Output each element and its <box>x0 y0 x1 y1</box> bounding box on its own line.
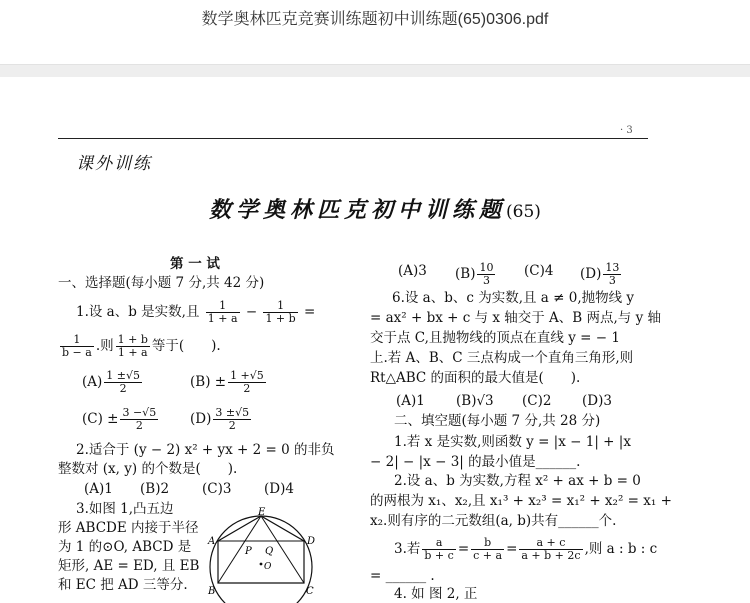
pdf-page <box>0 77 750 602</box>
figure-line-eb <box>218 516 261 583</box>
page-corner-mark: · 3 <box>620 125 633 136</box>
q1-frac3: $\frac{1}{b - a}$ <box>62 333 92 359</box>
window-title: 数学奥林匹克竞赛训练题初中训练题(65)0306.pdf <box>201 11 549 28</box>
f4-partial: 4. 如 图 2, 正 <box>394 586 478 602</box>
q2-line2: 整数对 (x, y) 的个数是( ). <box>58 461 238 477</box>
q6-option-b: (B)√3 <box>456 393 494 409</box>
header-rule <box>58 138 648 139</box>
q3-line4: 矩形, AE = ED, 且 EB <box>58 558 200 574</box>
fig-label-c: C <box>306 586 314 597</box>
q3-line1: 3.如图 1,凸五边 <box>76 501 174 517</box>
q6-line5: Rt△ABC 的面积的最大值是( ). <box>370 370 581 386</box>
f2-line1: 2.设 a、b 为实数,方程 x² + ax + b = 0 <box>394 473 641 489</box>
fig-label-b: B <box>208 586 216 597</box>
q1-option-c: (C) ± $\frac{3 -√5}{2}$ <box>82 406 157 432</box>
q6-option-a: (A)1 <box>396 393 425 409</box>
q1-then: .则 <box>95 338 114 354</box>
q1-frac2: $\frac{1}{1 + b}$ <box>265 299 296 325</box>
q5-option-b: (B) $\frac{10}{3}$ <box>455 261 494 287</box>
q6-line2: = ax² + bx + c 与 x 轴交于 A、B 两点,与 y 轴 <box>370 310 662 326</box>
section-label: 课外训练 <box>76 154 152 174</box>
q1-text-start: 1.设 a、b 是实数,且 <box>76 304 200 320</box>
fill-heading: 二、填空题(每小题 7 分,共 28 分) <box>394 413 601 429</box>
viewer-toolbar <box>0 64 750 78</box>
title-number: (65) <box>506 202 541 222</box>
q1-frac1: $\frac{1}{1 + a}$ <box>207 299 238 325</box>
page-title <box>0 193 750 224</box>
q1-minus: − <box>245 304 258 320</box>
fig-label-a: A <box>208 536 216 547</box>
q2-line1: 2.适合于 (y − 2) x² + yx + 2 = 0 的非负 <box>76 442 335 458</box>
f3-line1: 3.若 $\frac{a}{b + c}$ = $\frac{b}{c + a}$ = $\frac{a + c}{a + b + 2c}$ ,则 a : b : c <box>394 536 658 562</box>
q1-ask: 等于( ). <box>151 338 221 354</box>
q3-line2: 形 ABCDE 内接于半径 <box>58 520 199 536</box>
q5-option-a: (A)3 <box>398 263 427 279</box>
f1-line1: 1.若 x 是实数,则函数 y = |x − 1| + |x <box>394 434 631 450</box>
q1-option-a: (A) $\frac{1 \pm√5}{2}$ <box>82 369 141 395</box>
q6-option-c: (C)2 <box>522 393 552 409</box>
fig-label-o: O <box>264 562 272 572</box>
q1-equals: = <box>303 304 316 320</box>
q5-option-d: (D) $\frac{13}{3}$ <box>580 261 620 287</box>
q6-line1: 6.设 a、b、c 为实数,且 a ≠ 0,抛物线 y <box>392 290 635 306</box>
fig-label-q: Q <box>265 546 274 557</box>
f2-line2: 的两根为 x₁、x₂,且 x₁³ + x₂³ = x₁² + x₂² = x₁ + <box>370 493 672 509</box>
q2-option-a: (A)1 <box>84 481 113 497</box>
q3-line5: 和 EC 把 AD 三等分. <box>58 577 188 593</box>
q6-line3: 交于点 C,且抛物线的顶点在直线 y = − 1 <box>370 330 620 346</box>
fig-label-e: E <box>258 507 266 518</box>
fig-label-d: D <box>307 536 316 547</box>
f3-line2: = ______ . <box>370 568 435 584</box>
q1-line1 <box>76 300 315 325</box>
q3-line3: 为 1 的⊙O, ABCD 是 <box>58 539 192 555</box>
figure-center-dot <box>260 563 263 566</box>
q2-option-d: (D)4 <box>264 481 294 497</box>
title-main: 数学奥林匹克初中训练题 <box>209 197 507 223</box>
part-title: 第 一 试 <box>170 256 220 272</box>
q6-option-d: (D)3 <box>582 393 612 409</box>
figure-1 <box>205 507 325 597</box>
q1-option-b: (B) ± $\frac{1 +√5}{2}$ <box>190 369 264 395</box>
q2-option-b: (B)2 <box>140 481 170 497</box>
q5-option-c: (C)4 <box>524 263 554 279</box>
mc-heading: 一、选择题(每小题 7 分,共 42 分) <box>58 275 265 291</box>
q2-option-c: (C)3 <box>202 481 232 497</box>
q1-line2 <box>58 334 221 359</box>
q1-option-d: (D) $\frac{3 \pm√5}{2}$ <box>190 406 250 432</box>
f2-line3: x₂.则有序的二元数组(a, b)共有______个. <box>370 513 617 529</box>
fig-label-p: P <box>245 546 252 557</box>
q1-frac4: $\frac{1 + b}{1 + a}$ <box>117 333 148 359</box>
q6-line4: 上.若 A、B、C 三点构成一个直角三角形,则 <box>370 350 634 366</box>
figure-circle <box>210 516 312 603</box>
f1-line2: − 2| − |x − 3| 的最小值是______. <box>370 454 581 470</box>
